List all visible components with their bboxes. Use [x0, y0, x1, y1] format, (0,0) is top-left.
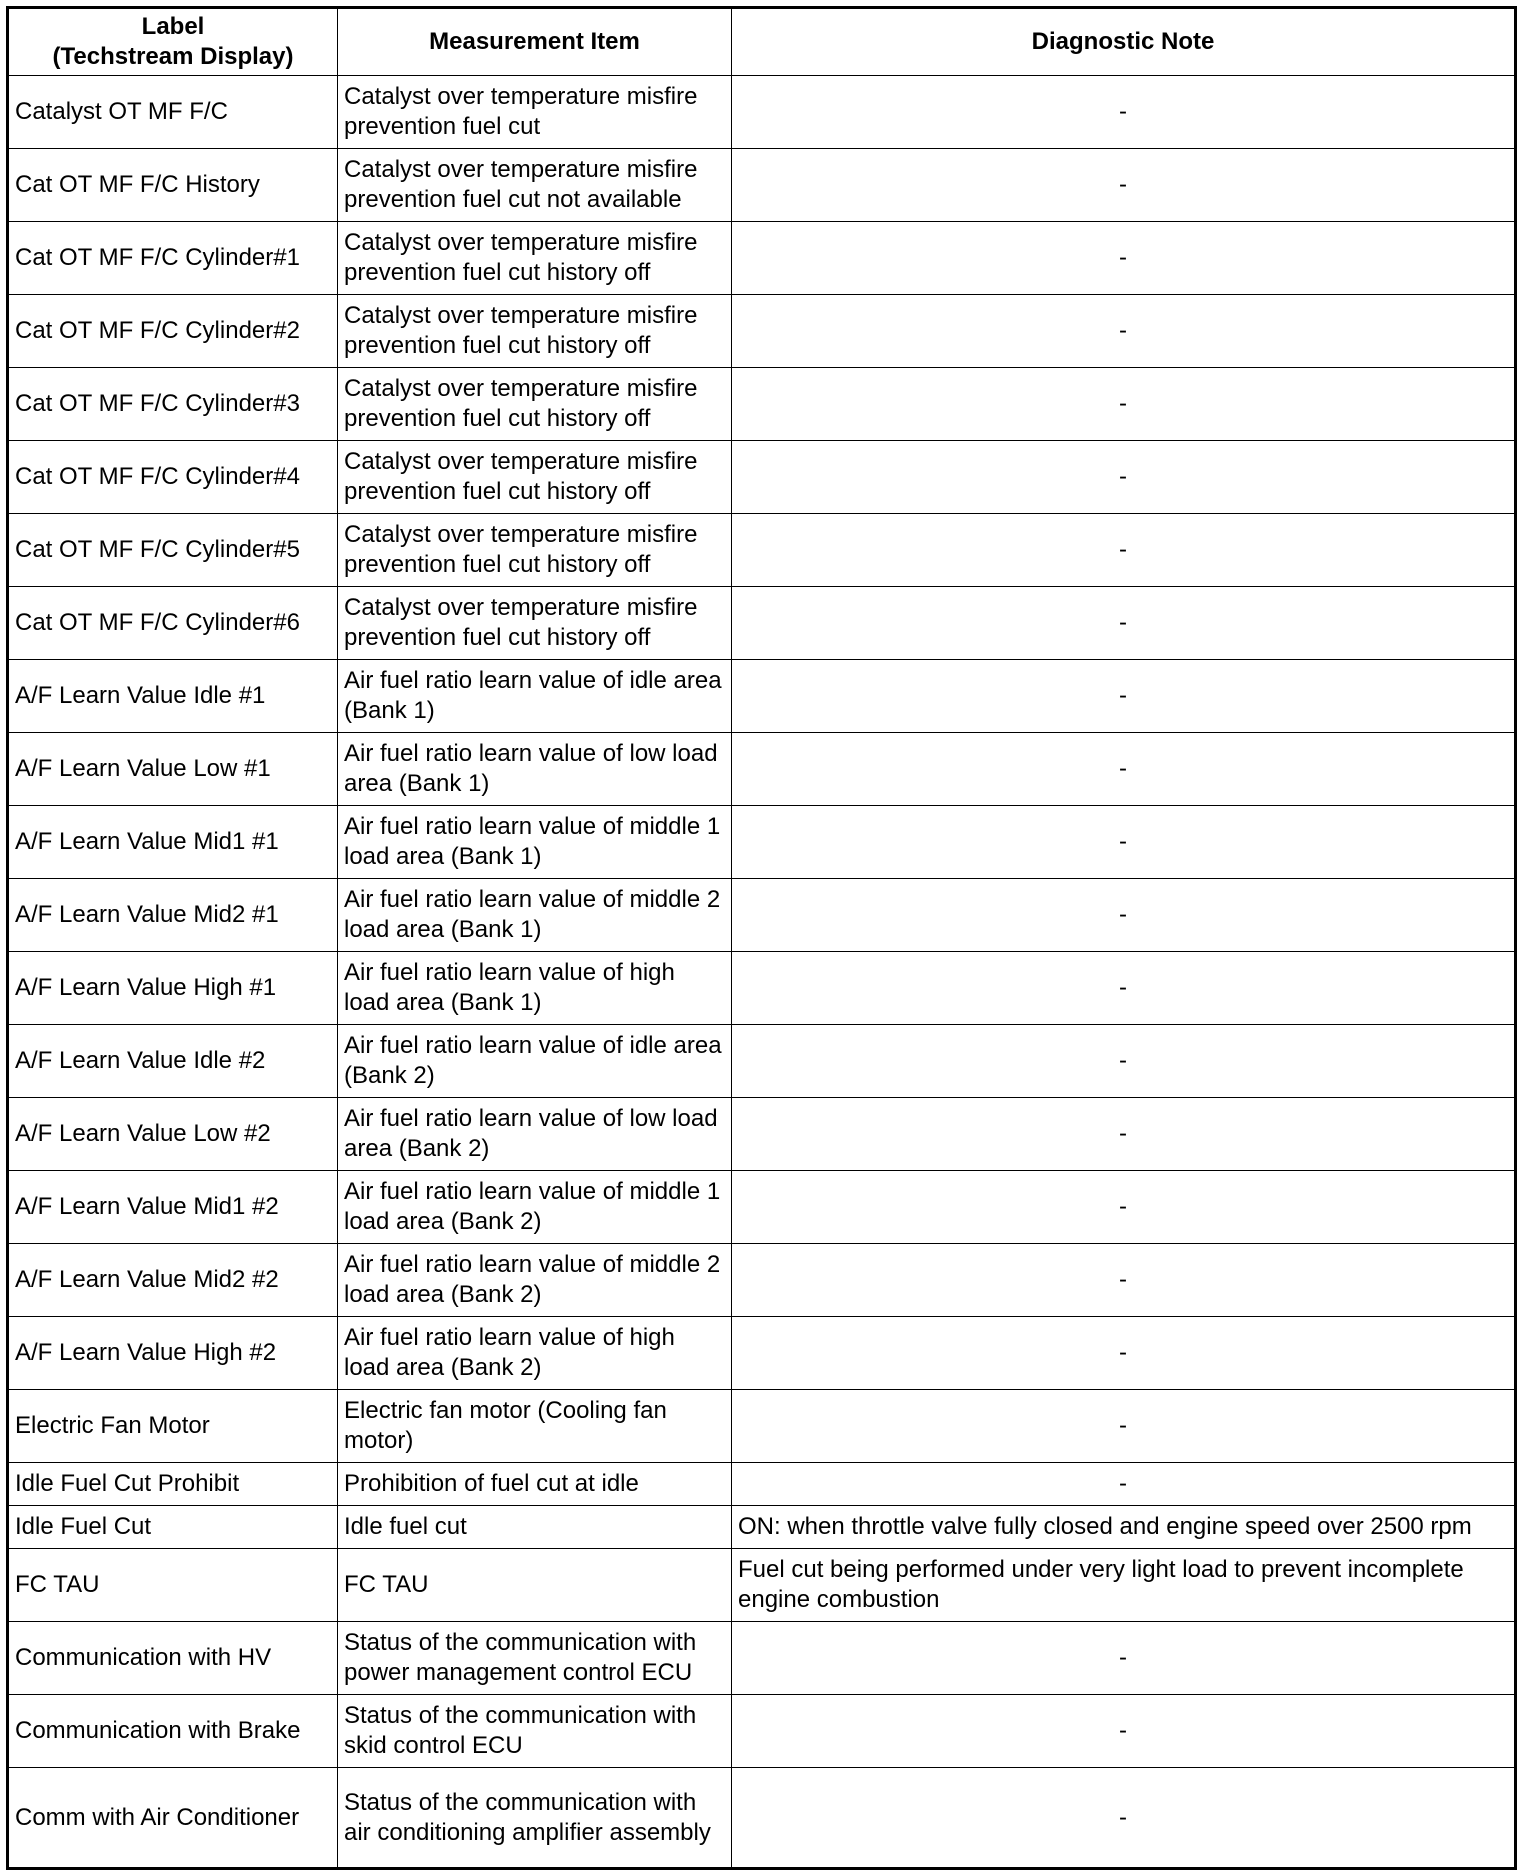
measurement-cell: Air fuel ratio learn value of idle area (Bank 2)	[338, 1025, 732, 1098]
measurement-cell: Catalyst over temperature misfire prevention fuel cut not available	[338, 149, 732, 222]
table-row	[8, 1506, 1516, 1549]
table-row	[8, 222, 1516, 295]
note-cell: -	[732, 1244, 1516, 1317]
measurement-cell: Air fuel ratio learn value of high load area (Bank 1)	[338, 952, 732, 1025]
label-cell: Cat OT MF F/C Cylinder#4	[8, 441, 338, 514]
table-row	[8, 1098, 1516, 1171]
data-list-table	[6, 6, 1517, 1870]
label-cell: Cat OT MF F/C History	[8, 149, 338, 222]
table-row	[8, 1695, 1516, 1768]
measurement-cell: Air fuel ratio learn value of low load area (Bank 1)	[338, 733, 732, 806]
measurement-cell: FC TAU	[338, 1549, 732, 1622]
table-row	[8, 1463, 1516, 1506]
table-row	[8, 368, 1516, 441]
note-cell: -	[732, 441, 1516, 514]
measurement-cell: Air fuel ratio learn value of idle area (Bank 1)	[338, 660, 732, 733]
measurement-cell: Electric fan motor (Cooling fan motor)	[338, 1390, 732, 1463]
label-cell: A/F Learn Value Mid1 #1	[8, 806, 338, 879]
label-cell: A/F Learn Value Mid2 #1	[8, 879, 338, 952]
label-cell: Comm with Air Conditioner	[8, 1768, 338, 1869]
measurement-cell: Status of the communication with power management control ECU	[338, 1622, 732, 1695]
note-cell: -	[732, 587, 1516, 660]
table-row	[8, 952, 1516, 1025]
measurement-cell: Air fuel ratio learn value of low load area (Bank 2)	[338, 1098, 732, 1171]
note-cell: -	[732, 806, 1516, 879]
table-row	[8, 1768, 1516, 1869]
measurement-cell: Catalyst over temperature misfire prevention fuel cut history off	[338, 222, 732, 295]
header-label-line2: (Techstream Display)	[52, 43, 294, 70]
table-row	[8, 1244, 1516, 1317]
note-cell: ON: when throttle valve fully closed and engine speed over 2500 rpm	[732, 1506, 1516, 1549]
table-row	[8, 1622, 1516, 1695]
measurement-cell: Air fuel ratio learn value of middle 1 load area (Bank 1)	[338, 806, 732, 879]
header-note: Diagnostic Note	[732, 8, 1516, 76]
table-row	[8, 1549, 1516, 1622]
header-measurement: Measurement Item	[338, 8, 732, 76]
note-cell: -	[732, 1171, 1516, 1244]
label-cell: Cat OT MF F/C Cylinder#1	[8, 222, 338, 295]
table-row	[8, 149, 1516, 222]
measurement-cell: Status of the communication with air conditioning amplifier assembly	[338, 1768, 732, 1869]
measurement-cell: Air fuel ratio learn value of middle 2 load area (Bank 1)	[338, 879, 732, 952]
label-cell: Idle Fuel Cut	[8, 1506, 338, 1549]
table-row	[8, 1317, 1516, 1390]
label-cell: Electric Fan Motor	[8, 1390, 338, 1463]
label-cell: A/F Learn Value Low #1	[8, 733, 338, 806]
label-cell: A/F Learn Value High #2	[8, 1317, 338, 1390]
table-row	[8, 295, 1516, 368]
measurement-cell: Catalyst over temperature misfire prevention fuel cut history off	[338, 441, 732, 514]
table-row	[8, 441, 1516, 514]
measurement-cell: Idle fuel cut	[338, 1506, 732, 1549]
note-cell: Fuel cut being performed under very light load to prevent incomplete engine combustion	[732, 1549, 1516, 1622]
note-cell: -	[732, 733, 1516, 806]
measurement-cell: Air fuel ratio learn value of middle 2 load area (Bank 2)	[338, 1244, 732, 1317]
measurement-cell: Air fuel ratio learn value of high load area (Bank 2)	[338, 1317, 732, 1390]
header-label	[8, 8, 338, 76]
header-label-line1: Label	[141, 13, 205, 40]
table-row	[8, 1025, 1516, 1098]
measurement-cell: Catalyst over temperature misfire prevention fuel cut history off	[338, 368, 732, 441]
label-cell: Communication with HV	[8, 1622, 338, 1695]
label-cell: A/F Learn Value High #1	[8, 952, 338, 1025]
label-cell: Catalyst OT MF F/C	[8, 76, 338, 149]
note-cell: -	[732, 660, 1516, 733]
note-cell: -	[732, 1317, 1516, 1390]
table-row	[8, 879, 1516, 952]
measurement-cell: Air fuel ratio learn value of middle 1 load area (Bank 2)	[338, 1171, 732, 1244]
note-cell: -	[732, 952, 1516, 1025]
label-cell: A/F Learn Value Mid2 #2	[8, 1244, 338, 1317]
measurement-cell: Status of the communication with skid control ECU	[338, 1695, 732, 1768]
table-row	[8, 1171, 1516, 1244]
measurement-cell: Catalyst over temperature misfire prevention fuel cut history off	[338, 295, 732, 368]
note-cell: -	[732, 1695, 1516, 1768]
label-cell: Idle Fuel Cut Prohibit	[8, 1463, 338, 1506]
label-cell: Communication with Brake	[8, 1695, 338, 1768]
table-row	[8, 1390, 1516, 1463]
note-cell: -	[732, 76, 1516, 149]
note-cell: -	[732, 368, 1516, 441]
note-cell: -	[732, 1463, 1516, 1506]
note-cell: -	[732, 1622, 1516, 1695]
table-row	[8, 660, 1516, 733]
note-cell: -	[732, 1390, 1516, 1463]
label-cell: Cat OT MF F/C Cylinder#5	[8, 514, 338, 587]
measurement-cell: Catalyst over temperature misfire prevention fuel cut history off	[338, 587, 732, 660]
note-cell: -	[732, 222, 1516, 295]
note-cell: -	[732, 514, 1516, 587]
label-cell: A/F Learn Value Mid1 #2	[8, 1171, 338, 1244]
label-cell: A/F Learn Value Idle #2	[8, 1025, 338, 1098]
note-cell: -	[732, 295, 1516, 368]
table-row	[8, 514, 1516, 587]
label-cell: Cat OT MF F/C Cylinder#2	[8, 295, 338, 368]
table-row	[8, 587, 1516, 660]
measurement-cell: Catalyst over temperature misfire prevention fuel cut history off	[338, 514, 732, 587]
table-row	[8, 806, 1516, 879]
table-row	[8, 733, 1516, 806]
label-cell: Cat OT MF F/C Cylinder#3	[8, 368, 338, 441]
label-cell: A/F Learn Value Idle #1	[8, 660, 338, 733]
measurement-cell: Catalyst over temperature misfire prevention fuel cut	[338, 76, 732, 149]
header-row	[8, 8, 1516, 76]
measurement-cell: Prohibition of fuel cut at idle	[338, 1463, 732, 1506]
label-cell: A/F Learn Value Low #2	[8, 1098, 338, 1171]
note-cell: -	[732, 1768, 1516, 1869]
note-cell: -	[732, 1098, 1516, 1171]
label-cell: FC TAU	[8, 1549, 338, 1622]
table-row	[8, 76, 1516, 149]
label-cell: Cat OT MF F/C Cylinder#6	[8, 587, 338, 660]
note-cell: -	[732, 1025, 1516, 1098]
note-cell: -	[732, 879, 1516, 952]
note-cell: -	[732, 149, 1516, 222]
